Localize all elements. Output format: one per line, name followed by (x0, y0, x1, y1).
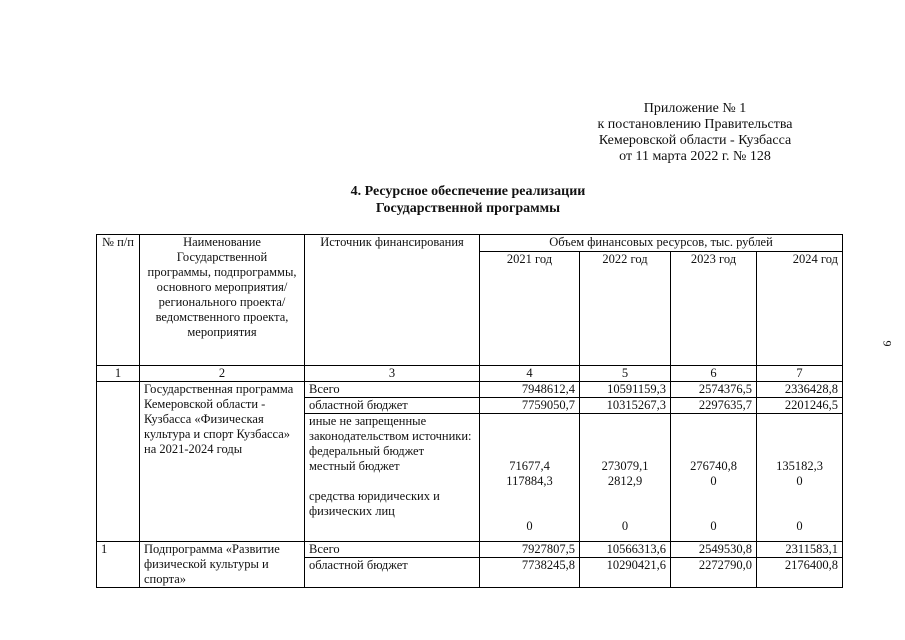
value-cell: 2549530,8 (671, 542, 757, 558)
value-cell: 2297635,7 (671, 398, 757, 414)
source-label: средства юридических и физических лиц (309, 489, 440, 518)
col-number: 6 (671, 366, 757, 382)
value-line: 0 (710, 519, 717, 533)
value-cell: 7927807,5 (480, 542, 580, 558)
page-number: 9 (880, 340, 895, 347)
col-number: 5 (580, 366, 671, 382)
value-cell: 10566313,6 (580, 542, 671, 558)
header-num: № п/п (97, 235, 140, 366)
source-label: областной бюджет (305, 558, 480, 588)
spacer (584, 414, 666, 459)
program-name: Государственная программа Кемеровской области - Кузбасса «Физическая культура и спорт Кузбасса» на 2021-2024 годы (140, 382, 305, 542)
values-2022 (580, 414, 671, 542)
appendix-line: Приложение № 1 (643, 101, 747, 116)
spacer (675, 489, 752, 519)
col-number: 2 (140, 366, 305, 382)
col-number: 1 (97, 366, 140, 382)
value-line: 2812,9 (607, 474, 643, 488)
appendix-block (560, 101, 830, 165)
other-sources-cell (305, 414, 480, 542)
spacer (675, 414, 752, 459)
header-year: 2023 год (671, 252, 757, 366)
value-line: 276740,8 (690, 459, 737, 473)
header-volume: Объем финансовых ресурсов, тыс. рублей (480, 235, 843, 252)
header-year: 2022 год (580, 252, 671, 366)
value-cell: 2272790,0 (671, 558, 757, 588)
spacer (484, 489, 575, 519)
value-cell: 2201246,5 (757, 398, 843, 414)
value-cell: 2176400,8 (757, 558, 843, 588)
value-cell: 7738245,8 (480, 558, 580, 588)
value-cell: 7948612,4 (480, 382, 580, 398)
value-line: 0 (526, 519, 533, 533)
program-num (97, 382, 140, 542)
source-label: Всего (305, 382, 480, 398)
header-year: 2021 год (480, 252, 580, 366)
value-line: 273079,1 (601, 459, 649, 473)
values-2023 (671, 414, 757, 542)
spacer (584, 489, 666, 519)
spacer (309, 474, 475, 489)
table-header-row (97, 235, 843, 252)
appendix-line: от 11 марта 2022 г. № 128 (619, 149, 771, 164)
value-cell: 7759050,7 (480, 398, 580, 414)
source-label: областной бюджет (305, 398, 480, 414)
spacer (761, 489, 838, 519)
source-label: Всего (305, 542, 480, 558)
value-cell: 2311583,1 (757, 542, 843, 558)
value-cell: 10315267,3 (580, 398, 671, 414)
col-number: 3 (305, 366, 480, 382)
value-line: 0 (796, 519, 803, 533)
spacer (761, 414, 838, 459)
header-source: Источник финансирования (305, 235, 480, 366)
value-cell: 2574376,5 (671, 382, 757, 398)
section-heading (250, 183, 686, 217)
value-line: 135182,3 (776, 459, 823, 473)
value-line: 71677,4 (509, 459, 550, 473)
value-cell: 10591159,3 (580, 382, 671, 398)
values-2024 (757, 414, 843, 542)
value-line: 0 (710, 474, 717, 488)
source-label: местный бюджет (309, 459, 400, 473)
value-line: 0 (621, 519, 629, 533)
value-cell: 2336428,8 (757, 382, 843, 398)
resource-table (96, 234, 843, 588)
value-cell: 10290421,6 (580, 558, 671, 588)
source-label: федеральный бюджет (309, 444, 425, 458)
values-2021 (480, 414, 580, 542)
col-number: 7 (757, 366, 843, 382)
subprogram-total-row (97, 542, 843, 558)
subprogram-name: Подпрограмма «Развитие физической культуры и спорта» (140, 542, 305, 588)
column-numbers-row (97, 366, 843, 382)
spacer (484, 414, 575, 459)
header-year: 2024 год (757, 252, 843, 366)
heading-line: Государственной программы (375, 201, 561, 216)
subprogram-num: 1 (97, 542, 140, 588)
col-number: 4 (480, 366, 580, 382)
appendix-line: Кемеровской области - Кузбасса (598, 133, 792, 148)
header-name: Наименование Государственной программы, подпрограммы, основного мероприятия/ регионального проекта/ ведомственного проекта, мероприятия (140, 235, 305, 366)
appendix-line: к постановлению Правительства (597, 117, 793, 132)
other-sources-label: иные не запрещенные законодательством источники: (309, 414, 472, 443)
value-line: 0 (796, 474, 803, 488)
value-line: 117884,3 (506, 474, 553, 488)
heading-line: 4. Ресурсное обеспечение реализации (350, 184, 586, 199)
program-total-row (97, 382, 843, 398)
